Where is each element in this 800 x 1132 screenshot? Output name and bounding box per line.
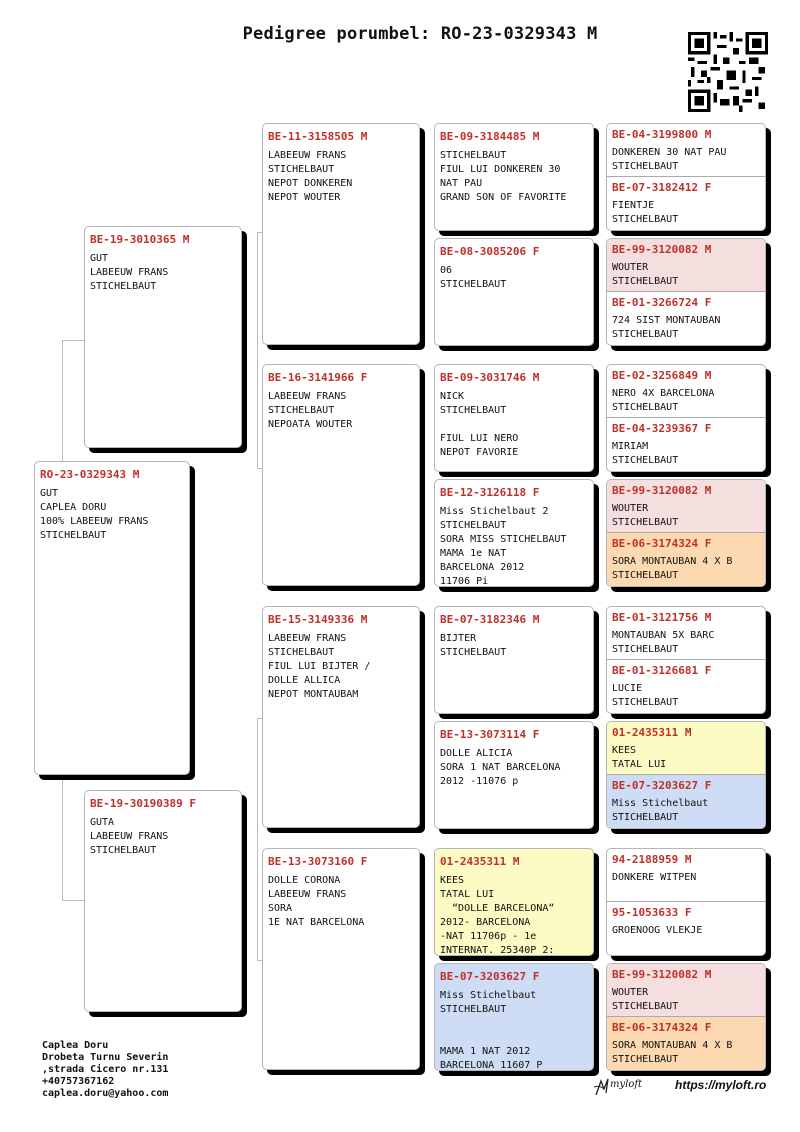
gen4-entry[interactable] xyxy=(607,849,765,902)
connector-line xyxy=(62,340,84,341)
ring-number: BE-02-3256849 M xyxy=(612,369,712,382)
ring-number: BE-19-30190389 F xyxy=(90,797,196,810)
sire-card[interactable] xyxy=(84,226,242,448)
pigeon-details: LABEEUW FRANS STICHELBAUT NEPOT DONKEREN NEPOT WOUTER xyxy=(268,150,353,203)
pigeon-details: Miss Stichelbaut STICHELBAUT xyxy=(612,798,709,823)
ring-number: BE-06-3174324 F xyxy=(612,537,712,550)
ring-number: RO-23-0329343 M xyxy=(40,468,140,481)
gen4-entry[interactable] xyxy=(607,660,765,713)
ring-number: BE-13-3073114 F xyxy=(440,728,540,741)
ring-number: BE-09-3184485 M xyxy=(440,130,540,143)
grandparent-card[interactable] xyxy=(262,848,420,1070)
ring-number: BE-01-3126681 F xyxy=(612,664,712,677)
ring-number: BE-15-3149336 M xyxy=(268,613,368,626)
pigeon-details: DOLLE CORONA LABEEUW FRANS SORA 1E NAT BARCELONA xyxy=(268,875,365,928)
gen4-pair-card xyxy=(606,364,766,472)
ring-number: BE-07-3182346 M xyxy=(440,613,540,626)
pigeon-details: STICHELBAUT FIUL LUI DONKEREN 30 NAT PAU GRAND SON OF FAVORITE xyxy=(440,150,567,203)
pigeon-details: LABEEUW FRANS STICHELBAUT FIUL LUI BIJTER / DOLLE ALLICA NEPOT MONTAUBAM xyxy=(268,633,371,700)
grandparent-card[interactable] xyxy=(262,364,420,586)
pigeon-details: GUTA LABEEUW FRANS STICHELBAUT xyxy=(90,817,169,856)
gen4-entry[interactable] xyxy=(607,775,765,828)
pigeon-details: MONTAUBAN 5X BARC STICHELBAUT xyxy=(612,630,715,655)
ring-number: BE-99-3120082 M xyxy=(612,484,712,497)
pigeon-details: NERO 4X BARCELONA STICHELBAUT xyxy=(612,388,715,413)
gen4-entry[interactable] xyxy=(607,292,765,345)
great-grandparent-card[interactable] xyxy=(434,848,594,956)
pigeon-details: 724 SIST MONTAUBAN STICHELBAUT xyxy=(612,315,721,340)
ring-number: BE-13-3073160 F xyxy=(268,855,368,868)
pigeon-details: GROENOOG VLEKJE xyxy=(612,925,703,936)
gen4-pair-card xyxy=(606,238,766,346)
ring-number: BE-11-3158505 M xyxy=(268,130,368,143)
great-grandparent-card[interactable] xyxy=(434,606,594,714)
ring-number: BE-19-3010365 M xyxy=(90,233,190,246)
gen4-entry[interactable] xyxy=(607,1017,765,1070)
ring-number: BE-01-3121756 M xyxy=(612,611,712,624)
ring-number: BE-06-3174324 F xyxy=(612,1021,712,1034)
connector-line xyxy=(257,718,258,960)
dam-card[interactable] xyxy=(84,790,242,1012)
connector-line xyxy=(257,232,258,468)
ring-number: BE-12-3126118 F xyxy=(440,486,540,499)
gen4-pair-card xyxy=(606,123,766,231)
ring-number: BE-16-3141966 F xyxy=(268,371,368,384)
connector-line xyxy=(62,900,84,901)
gen4-entry[interactable] xyxy=(607,365,765,418)
great-grandparent-card[interactable] xyxy=(434,364,594,472)
gen4-pair-card xyxy=(606,848,766,956)
owner-contact: Caplea Doru Drobeta Turnu Severin ,strada Cicero nr.131 +40757367162 caplea.doru@yahoo.com xyxy=(42,1040,169,1099)
gen4-pair-card xyxy=(606,606,766,714)
site-link[interactable]: https://myloft.ro xyxy=(675,1078,767,1092)
pigeon-details: WOUTER STICHELBAUT xyxy=(612,503,679,528)
pigeon-details: SORA MONTAUBAN 4 X B STICHELBAUT xyxy=(612,556,733,581)
ring-number: BE-09-3031746 M xyxy=(440,371,540,384)
pigeon-details: DONKEREN 30 NAT PAU STICHELBAUT xyxy=(612,147,727,172)
gen4-entry[interactable] xyxy=(607,964,765,1017)
ring-number: 95-1053633 F xyxy=(612,906,692,919)
gen4-pair-card xyxy=(606,963,766,1071)
pigeon-details: KEES TATAL LUI xyxy=(612,745,667,770)
pigeon-details: DONKERE WITPEN xyxy=(612,872,697,883)
pigeon-details: LUCIE STICHELBAUT xyxy=(612,683,679,708)
gen4-pair-card xyxy=(606,721,766,829)
ring-number: 94-2188959 M xyxy=(612,853,692,866)
great-grandparent-card[interactable] xyxy=(434,963,594,1071)
gen4-entry[interactable] xyxy=(607,239,765,292)
great-grandparent-card[interactable] xyxy=(434,479,594,587)
gen4-entry[interactable] xyxy=(607,177,765,230)
ring-number: BE-07-3203627 F xyxy=(612,779,712,792)
grandparent-card[interactable] xyxy=(262,606,420,828)
pigeon-details: WOUTER STICHELBAUT xyxy=(612,262,679,287)
ring-number: BE-04-3199800 M xyxy=(612,128,712,141)
pigeon-details: Miss Stichelbaut 2 STICHELBAUT SORA MISS STICHELBAUT MAMA 1e NAT BARCELONA 2012 11706 Pi xyxy=(440,506,567,587)
ring-number: 01-2435311 M xyxy=(440,855,520,868)
ring-number: 01-2435311 M xyxy=(612,726,692,739)
ring-number: BE-04-3239367 F xyxy=(612,422,712,435)
pigeon-details: NICK STICHELBAUT FIUL LUI NERO NEPOT FAVORIE xyxy=(440,391,519,458)
pigeon-details: LABEEUW FRANS STICHELBAUT NEPOATA WOUTER xyxy=(268,391,353,430)
logo-text: myloft xyxy=(610,1079,643,1090)
qr-code-icon xyxy=(688,32,768,112)
pigeon-details: 06 STICHELBAUT xyxy=(440,265,507,290)
pigeon-details: KEES TATAL LUI “DOLLE BARCELONA“ 2012- BARCELONA -NAT 11706p - 1e INTERNAT. 25340P 2: xyxy=(440,875,555,956)
gen4-entry[interactable] xyxy=(607,418,765,471)
great-grandparent-card[interactable] xyxy=(434,123,594,231)
pigeon-details: SORA MONTAUBAN 4 X B STICHELBAUT xyxy=(612,1040,733,1065)
gen4-entry[interactable] xyxy=(607,902,765,955)
ring-number: BE-99-3120082 M xyxy=(612,243,712,256)
pigeon-details: DOLLE ALICIA SORA 1 NAT BARCELONA 2012 -11076 p xyxy=(440,748,561,787)
ring-number: BE-01-3266724 F xyxy=(612,296,712,309)
grandparent-card[interactable] xyxy=(262,123,420,345)
pigeon-details: Miss Stichelbaut STICHELBAUT MAMA 1 NAT 2012 BARCELONA 11607 P xyxy=(440,990,543,1071)
ring-number: BE-08-3085206 F xyxy=(440,245,540,258)
pigeon-details: WOUTER STICHELBAUT xyxy=(612,987,679,1012)
gen4-entry[interactable] xyxy=(607,480,765,533)
pigeon-details: BIJTER STICHELBAUT xyxy=(440,633,507,658)
pigeon-details: MIRIAM STICHELBAUT xyxy=(612,441,679,466)
subject-card[interactable] xyxy=(34,461,190,775)
gen4-entry[interactable] xyxy=(607,607,765,660)
gen4-pair-card xyxy=(606,479,766,587)
gen4-entry[interactable] xyxy=(607,533,765,586)
ring-number: BE-07-3203627 F xyxy=(440,970,540,983)
pigeon-details: GUT LABEEUW FRANS STICHELBAUT xyxy=(90,253,169,292)
pigeon-details: GUT CAPLEA DORU 100% LABEEUW FRANS STICHELBAUT xyxy=(40,488,149,541)
great-grandparent-card[interactable] xyxy=(434,721,594,829)
ring-number: BE-07-3182412 F xyxy=(612,181,712,194)
page-title: Pedigree porumbel: RO-23-0329343 M xyxy=(242,24,598,44)
great-grandparent-card[interactable] xyxy=(434,238,594,346)
gen4-entry[interactable] xyxy=(607,722,765,775)
ring-number: BE-99-3120082 M xyxy=(612,968,712,981)
gen4-entry[interactable] xyxy=(607,124,765,177)
pigeon-details: FIENTJE STICHELBAUT xyxy=(612,200,679,225)
